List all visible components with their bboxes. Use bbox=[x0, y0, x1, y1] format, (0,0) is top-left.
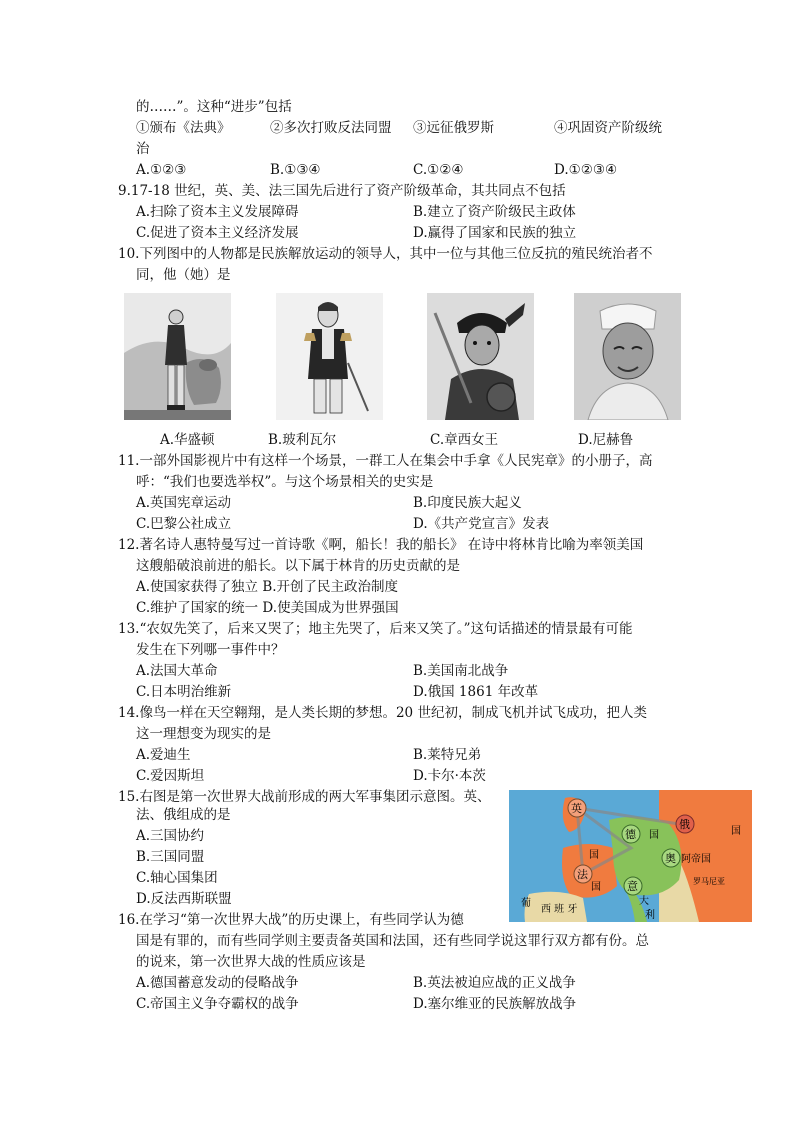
q13-option-b: B.美国南北战争 bbox=[413, 663, 509, 679]
q9-option-b: B.建立了资产阶级民主政体 bbox=[413, 204, 576, 220]
q14-stem-cont: 这一理想变为现实的是 bbox=[136, 726, 271, 742]
map-label-russia: 俄 bbox=[679, 818, 690, 831]
map-label-guo-1: 国 bbox=[649, 830, 659, 841]
map-label-guo-3: 国 bbox=[589, 850, 599, 861]
washington-portrait-icon bbox=[124, 293, 231, 420]
q16-stem: 16.在学习“第一次世界大战”的历史课上，有些同学认为德 bbox=[118, 912, 464, 928]
q10-stem: 10.下列图中的人物都是民族解放运动的领导人，其中一位与其他三位反抗的殖民统治者不 bbox=[118, 246, 653, 262]
q15-option-d: D.反法西斯联盟 bbox=[136, 891, 232, 907]
q15-stem-cont: 法、俄组成的是 bbox=[136, 807, 231, 823]
q13-option-c: C.日本明治维新 bbox=[136, 684, 232, 700]
map-label-li: 利 bbox=[645, 910, 655, 921]
map-label-austria: 奥 bbox=[665, 852, 676, 865]
alliance-map bbox=[509, 790, 752, 922]
q8-item-4-cont: 治 bbox=[136, 141, 150, 157]
q9-option-a: A.扫除了资本主义发展障碍 bbox=[136, 204, 299, 220]
q11-option-a: A.英国宪章运动 bbox=[136, 495, 232, 511]
q14-option-d: D.卡尔·本茨 bbox=[413, 768, 486, 784]
map-label-guo-4: 国 bbox=[591, 882, 601, 893]
q16-option-a: A.德国蓄意发动的侵略战争 bbox=[136, 975, 299, 991]
portrait-caption-a: A.华盛顿 bbox=[160, 432, 215, 448]
q8-option-d: D.①②③④ bbox=[554, 162, 618, 178]
map-label-pu: 葡 bbox=[521, 898, 531, 909]
q13-stem: 13.“农奴先笑了，后来又哭了；地主先哭了，后来又笑了。”这句话描述的情景最有可能 bbox=[118, 621, 633, 637]
q8-option-c: C.①②④ bbox=[413, 162, 464, 178]
q11-option-d: D.《共产党宣言》发表 bbox=[413, 516, 550, 532]
q15-option-c: C.轴心国集团 bbox=[136, 870, 218, 886]
map-label-uk: 英 bbox=[571, 802, 582, 815]
q13-option-a: A.法国大革命 bbox=[136, 663, 218, 679]
q8-item-2: ②多次打败反法同盟 bbox=[270, 120, 392, 136]
q16-option-c: C.帝国主义争夺霸权的战争 bbox=[136, 996, 299, 1012]
q11-stem: 11.一部外国影视片中有这样一个场景，一群工人在集会中手拿《人民宪章》的小册子，高 bbox=[118, 453, 653, 469]
q15-stem: 15.右图是第一次世界大战前形成的两大军事集团示意图。英、 bbox=[118, 789, 491, 805]
q12-options-ab: A.使国家获得了独立 B.开创了民主政治制度 bbox=[136, 579, 399, 595]
map-label-guo-2: 国 bbox=[731, 826, 741, 837]
map-label-spain: 西 班 牙 bbox=[541, 904, 578, 915]
q8-item-3: ③远征俄罗斯 bbox=[413, 120, 494, 136]
q8-item-4: ④巩固资产阶级统 bbox=[554, 120, 662, 136]
q14-option-c: C.爱因斯坦 bbox=[136, 768, 205, 784]
q12-stem: 12.著名诗人惠特曼写过一首诗歌《啊，船长！我的船长》 在诗中将林肯比喻为率领美国 bbox=[118, 537, 644, 553]
q12-options-cd: C.维护了国家的统一 D.使美国成为世界强国 bbox=[136, 600, 399, 616]
q11-option-b: B.印度民族大起义 bbox=[413, 495, 522, 511]
q11-stem-cont: 呼：“我们也要选举权”。与这个场景相关的史实是 bbox=[136, 474, 434, 490]
q15-option-a: A.三国协约 bbox=[136, 828, 205, 844]
q9-stem: 9.17-18 世纪，英、美、法三国先后进行了资产阶级革命，其共同点不包括 bbox=[118, 183, 566, 199]
portrait-caption-b: B.玻利瓦尔 bbox=[268, 432, 337, 448]
q11-option-c: C.巴黎公社成立 bbox=[136, 516, 232, 532]
q13-stem-cont: 发生在下列哪一事件中？ bbox=[136, 642, 285, 658]
q14-stem: 14.像鸟一样在天空翱翔，是人类长期的梦想。20 世纪初，制成飞机并试飞成功，把人类 bbox=[118, 705, 647, 721]
map-label-romania: 罗马尼亚 bbox=[693, 877, 725, 886]
rani-jhansi-portrait-icon bbox=[427, 293, 534, 420]
bolivar-portrait-icon bbox=[276, 293, 383, 420]
q16-option-b: B.英法被迫应战的正义战争 bbox=[413, 975, 576, 991]
q8-option-b: B.①③④ bbox=[270, 162, 321, 178]
map-label-empire: 阿帝国 bbox=[681, 854, 711, 865]
q16-option-d: D.塞尔维亚的民族解放战争 bbox=[413, 996, 577, 1012]
q16-stem-cont: 国是有罪的，而有些同学则主要责备英国和法国，还有些同学说这罪行双方都有份。总 bbox=[136, 933, 649, 949]
q8-item-1: ①颁布《法典》 bbox=[136, 120, 231, 136]
portrait-caption-d: D.尼赫鲁 bbox=[578, 432, 634, 448]
map-label-germany: 德 bbox=[625, 828, 636, 841]
q9-option-c: C.促进了资本主义经济发展 bbox=[136, 225, 299, 241]
map-label-france: 法 bbox=[577, 868, 588, 881]
q14-option-b: B.莱特兄弟 bbox=[413, 747, 482, 763]
nehru-portrait-icon bbox=[574, 293, 681, 420]
map-label-italy: 意 bbox=[627, 880, 638, 893]
q8-option-a: A.①②③ bbox=[136, 162, 187, 178]
q10-stem-cont: 同，他（她）是 bbox=[136, 267, 231, 283]
q15-option-b: B.三国同盟 bbox=[136, 849, 205, 865]
q14-option-a: A.爱迪生 bbox=[136, 747, 191, 763]
q13-option-d: D.俄国 1861 年改革 bbox=[413, 684, 539, 700]
map-label-da: 大 bbox=[639, 896, 649, 907]
q8-continuation: 的……”。这种“进步”包括 bbox=[136, 99, 292, 115]
q9-option-d: D.赢得了国家和民族的独立 bbox=[413, 225, 577, 241]
portrait-caption-c: C.章西女王 bbox=[430, 432, 499, 448]
q16-stem-cont-2: 的说来，第一次世界大战的性质应该是 bbox=[136, 954, 366, 970]
q12-stem-cont: 这艘船破浪前进的船长。以下属于林肯的历史贡献的是 bbox=[136, 558, 460, 574]
